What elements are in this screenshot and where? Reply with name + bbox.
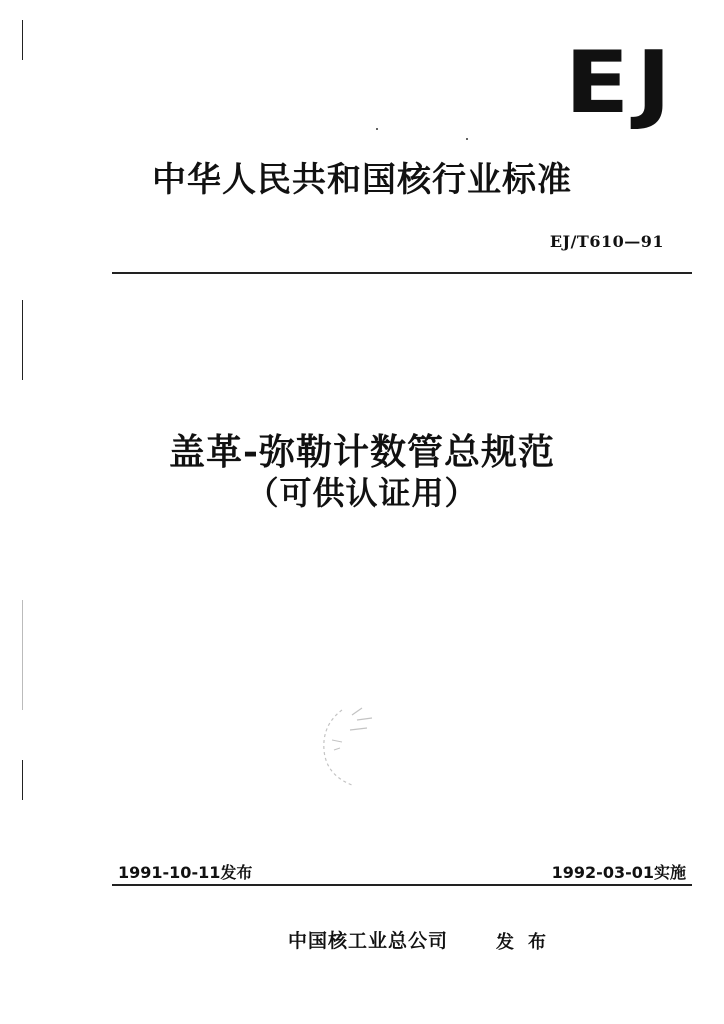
- header-divider: [112, 272, 692, 274]
- document-title: 盖革-弥勒计数管总规范: [169, 431, 555, 473]
- scan-edge-line: [22, 760, 23, 800]
- standard-title: 中华人民共和国核行业标准: [152, 160, 572, 200]
- publish-action: 发布: [496, 932, 560, 953]
- publisher-name: 中国核工业总公司: [288, 930, 449, 952]
- issue-date: 1991-10-11发布: [118, 863, 253, 882]
- ej-logo: EJ: [564, 33, 678, 133]
- scan-edge-line: [22, 600, 23, 710]
- effective-date: 1992-03-01实施: [551, 863, 686, 882]
- standard-code: EJ/T610—91: [549, 232, 664, 251]
- footer-divider: [112, 884, 692, 886]
- document-subtitle: （可供认证用）: [246, 474, 478, 512]
- scan-speck: [376, 128, 378, 130]
- scan-edge-line: [22, 300, 23, 380]
- scan-edge-line: [22, 20, 23, 60]
- faint-seal-stamp: [312, 700, 392, 790]
- scan-speck: [466, 138, 468, 140]
